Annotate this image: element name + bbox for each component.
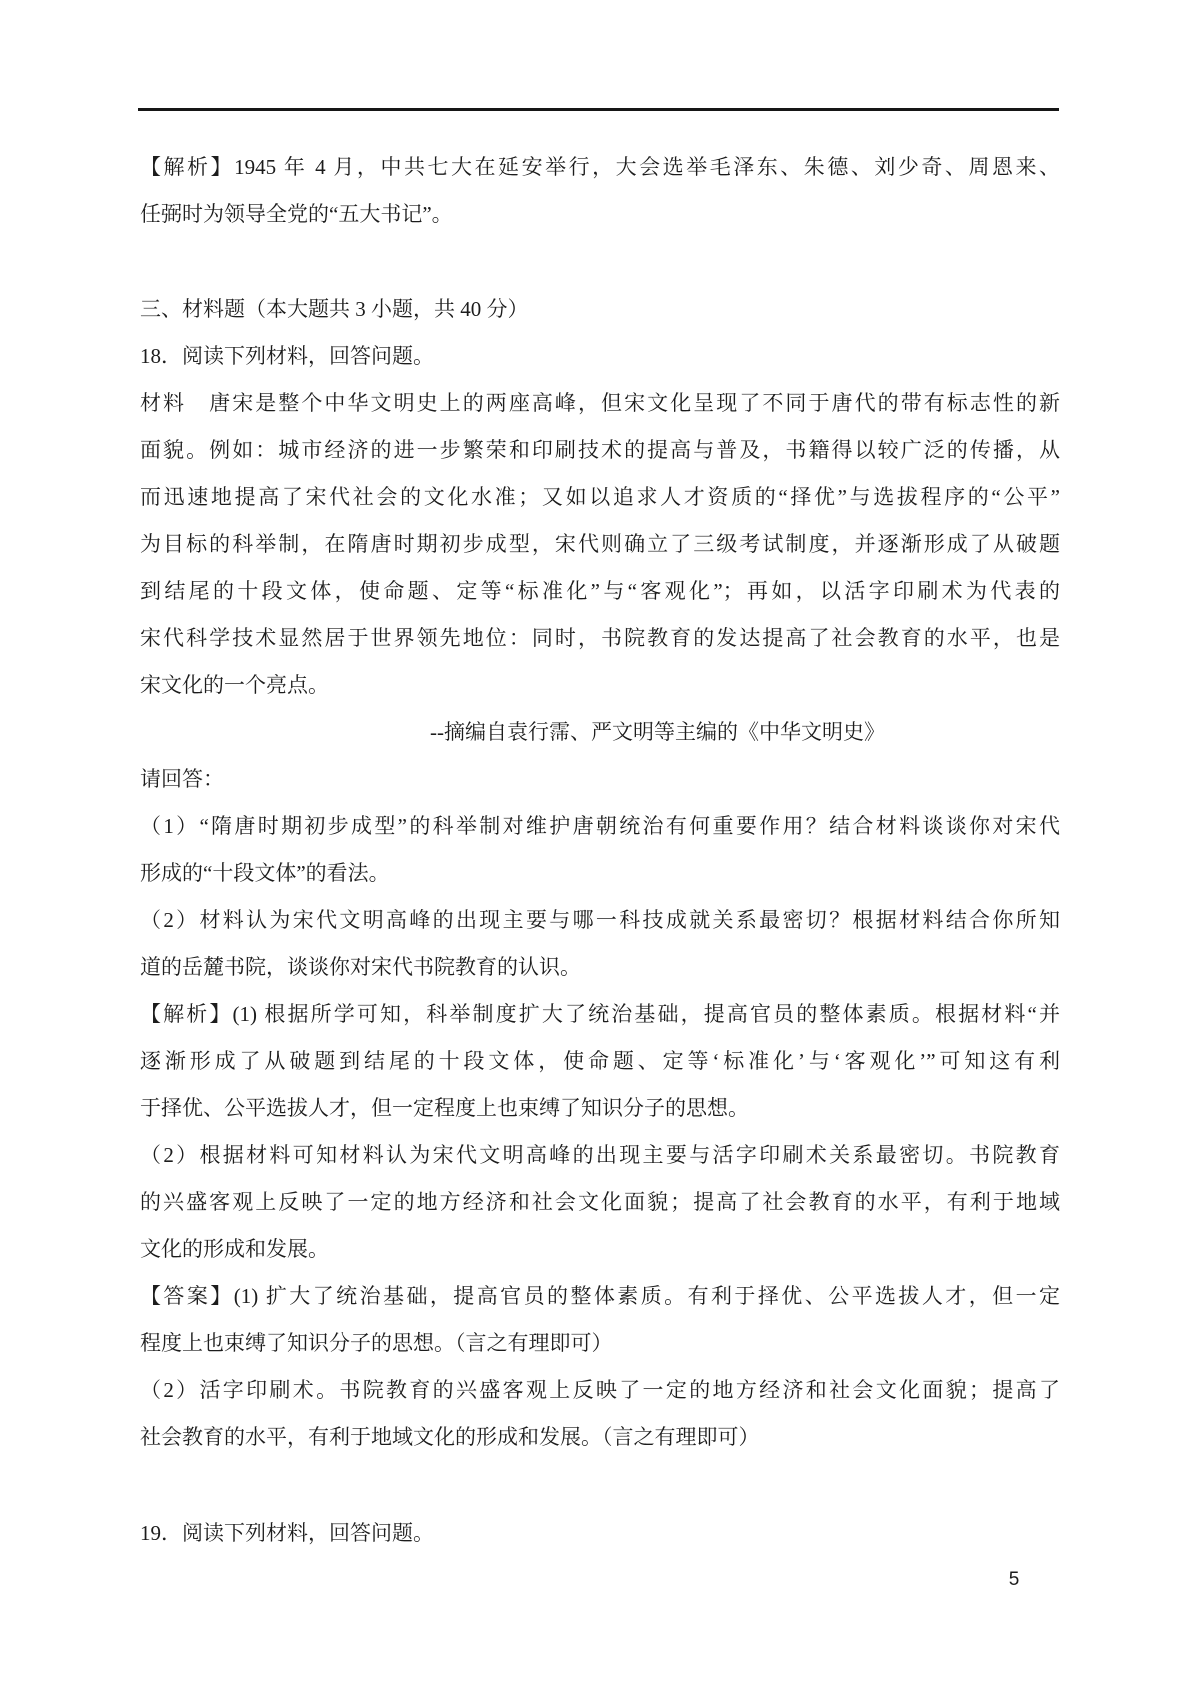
material-line: 宋文化的一个亮点。: [140, 673, 329, 697]
analysis-line: 的兴盛客观上反映了一定的地方经济和社会文化面貌；提高了社会教育的水平，有利于地域: [140, 1190, 1060, 1214]
section-heading: 三、材料题（本大题共 3 小题，共 40 分）: [140, 297, 529, 321]
material-line: 为目标的科举制，在隋唐时期初步成型，宋代则确立了三级考试制度，并逐渐形成了从破题: [140, 532, 1060, 556]
material-line: 面貌。例如：城市经济的进一步繁荣和印刷技术的提高与普及，书籍得以较广泛的传播，从: [140, 438, 1060, 462]
sub-question-2: （2）材料认为宋代文明高峰的出现主要与哪一科技成就关系最密切？根据材料结合你所知: [140, 908, 1060, 932]
answer-line: 【答案】(1) 扩大了统治基础，提高官员的整体素质。有利于择优、公平选拔人才，但一定: [140, 1284, 1060, 1308]
source-attribution: --摘编自袁行霈、严文明等主编的《中华文明史》: [430, 720, 885, 744]
material-line: 到结尾的十段文体，使命题、定等“标准化”与“客观化”；再如，以活字印刷术为代表的: [140, 579, 1060, 603]
analysis-q17-line: 任弼时为领导全党的“五大书记”。: [140, 202, 453, 226]
analysis-q17-line: 【解析】1945 年 4 月，中共七大在延安举行，大会选举毛泽东、朱德、刘少奇、周恩来、: [140, 155, 1060, 179]
sub-question-1: 形成的“十段文体”的看法。: [140, 861, 390, 885]
question-18-intro: 18．阅读下列材料，回答问题。: [140, 344, 434, 368]
material-line: 宋代科学技术显然居于世界领先地位：同时，书院教育的发达提高了社会教育的水平，也是: [140, 626, 1060, 650]
answer-line: 社会教育的水平，有利于地域文化的形成和发展。（言之有理即可）: [140, 1425, 760, 1449]
sub-question-2: 道的岳麓书院，谈谈你对宋代书院教育的认识。: [140, 955, 581, 979]
material-line: 而迅速地提高了宋代社会的文化水准；又如以追求人才资质的“择优”与选拔程序的“公平”: [140, 485, 1060, 509]
analysis-line: （2）根据材料可知材料认为宋代文明高峰的出现主要与活字印刷术关系最密切。书院教育: [140, 1143, 1060, 1167]
document-body: [140, 144, 1060, 1557]
page-number: 5: [1008, 1569, 1020, 1590]
answer-line: （2）活字印刷术。书院教育的兴盛客观上反映了一定的地方经济和社会文化面貌；提高了: [140, 1378, 1060, 1402]
answer-prompt: 请回答：: [140, 767, 224, 791]
answer-line: 程度上也束缚了知识分子的思想。（言之有理即可）: [140, 1331, 613, 1355]
question-19-intro: 19．阅读下列材料，回答问题。: [140, 1521, 434, 1545]
material-line: 材料 唐宋是整个中华文明史上的两座高峰，但宋文化呈现了不同于唐代的带有标志性的新: [140, 391, 1060, 415]
sub-question-1: （1）“隋唐时期初步成型”的科举制对维护唐朝统治有何重要作用？结合材料谈谈你对宋代: [140, 814, 1060, 838]
analysis-line: 于择优、公平选拔人才，但一定程度上也束缚了知识分子的思想。: [140, 1096, 749, 1120]
analysis-line: 文化的形成和发展。: [140, 1237, 329, 1261]
header-divider: [138, 108, 1059, 111]
analysis-line: 逐渐形成了从破题到结尾的十段文体，使命题、定等‘标准化’与‘客观化’”可知这有利: [140, 1049, 1060, 1073]
analysis-line: 【解析】(1) 根据所学可知，科举制度扩大了统治基础，提高官员的整体素质。根据材料“并: [140, 1002, 1060, 1026]
